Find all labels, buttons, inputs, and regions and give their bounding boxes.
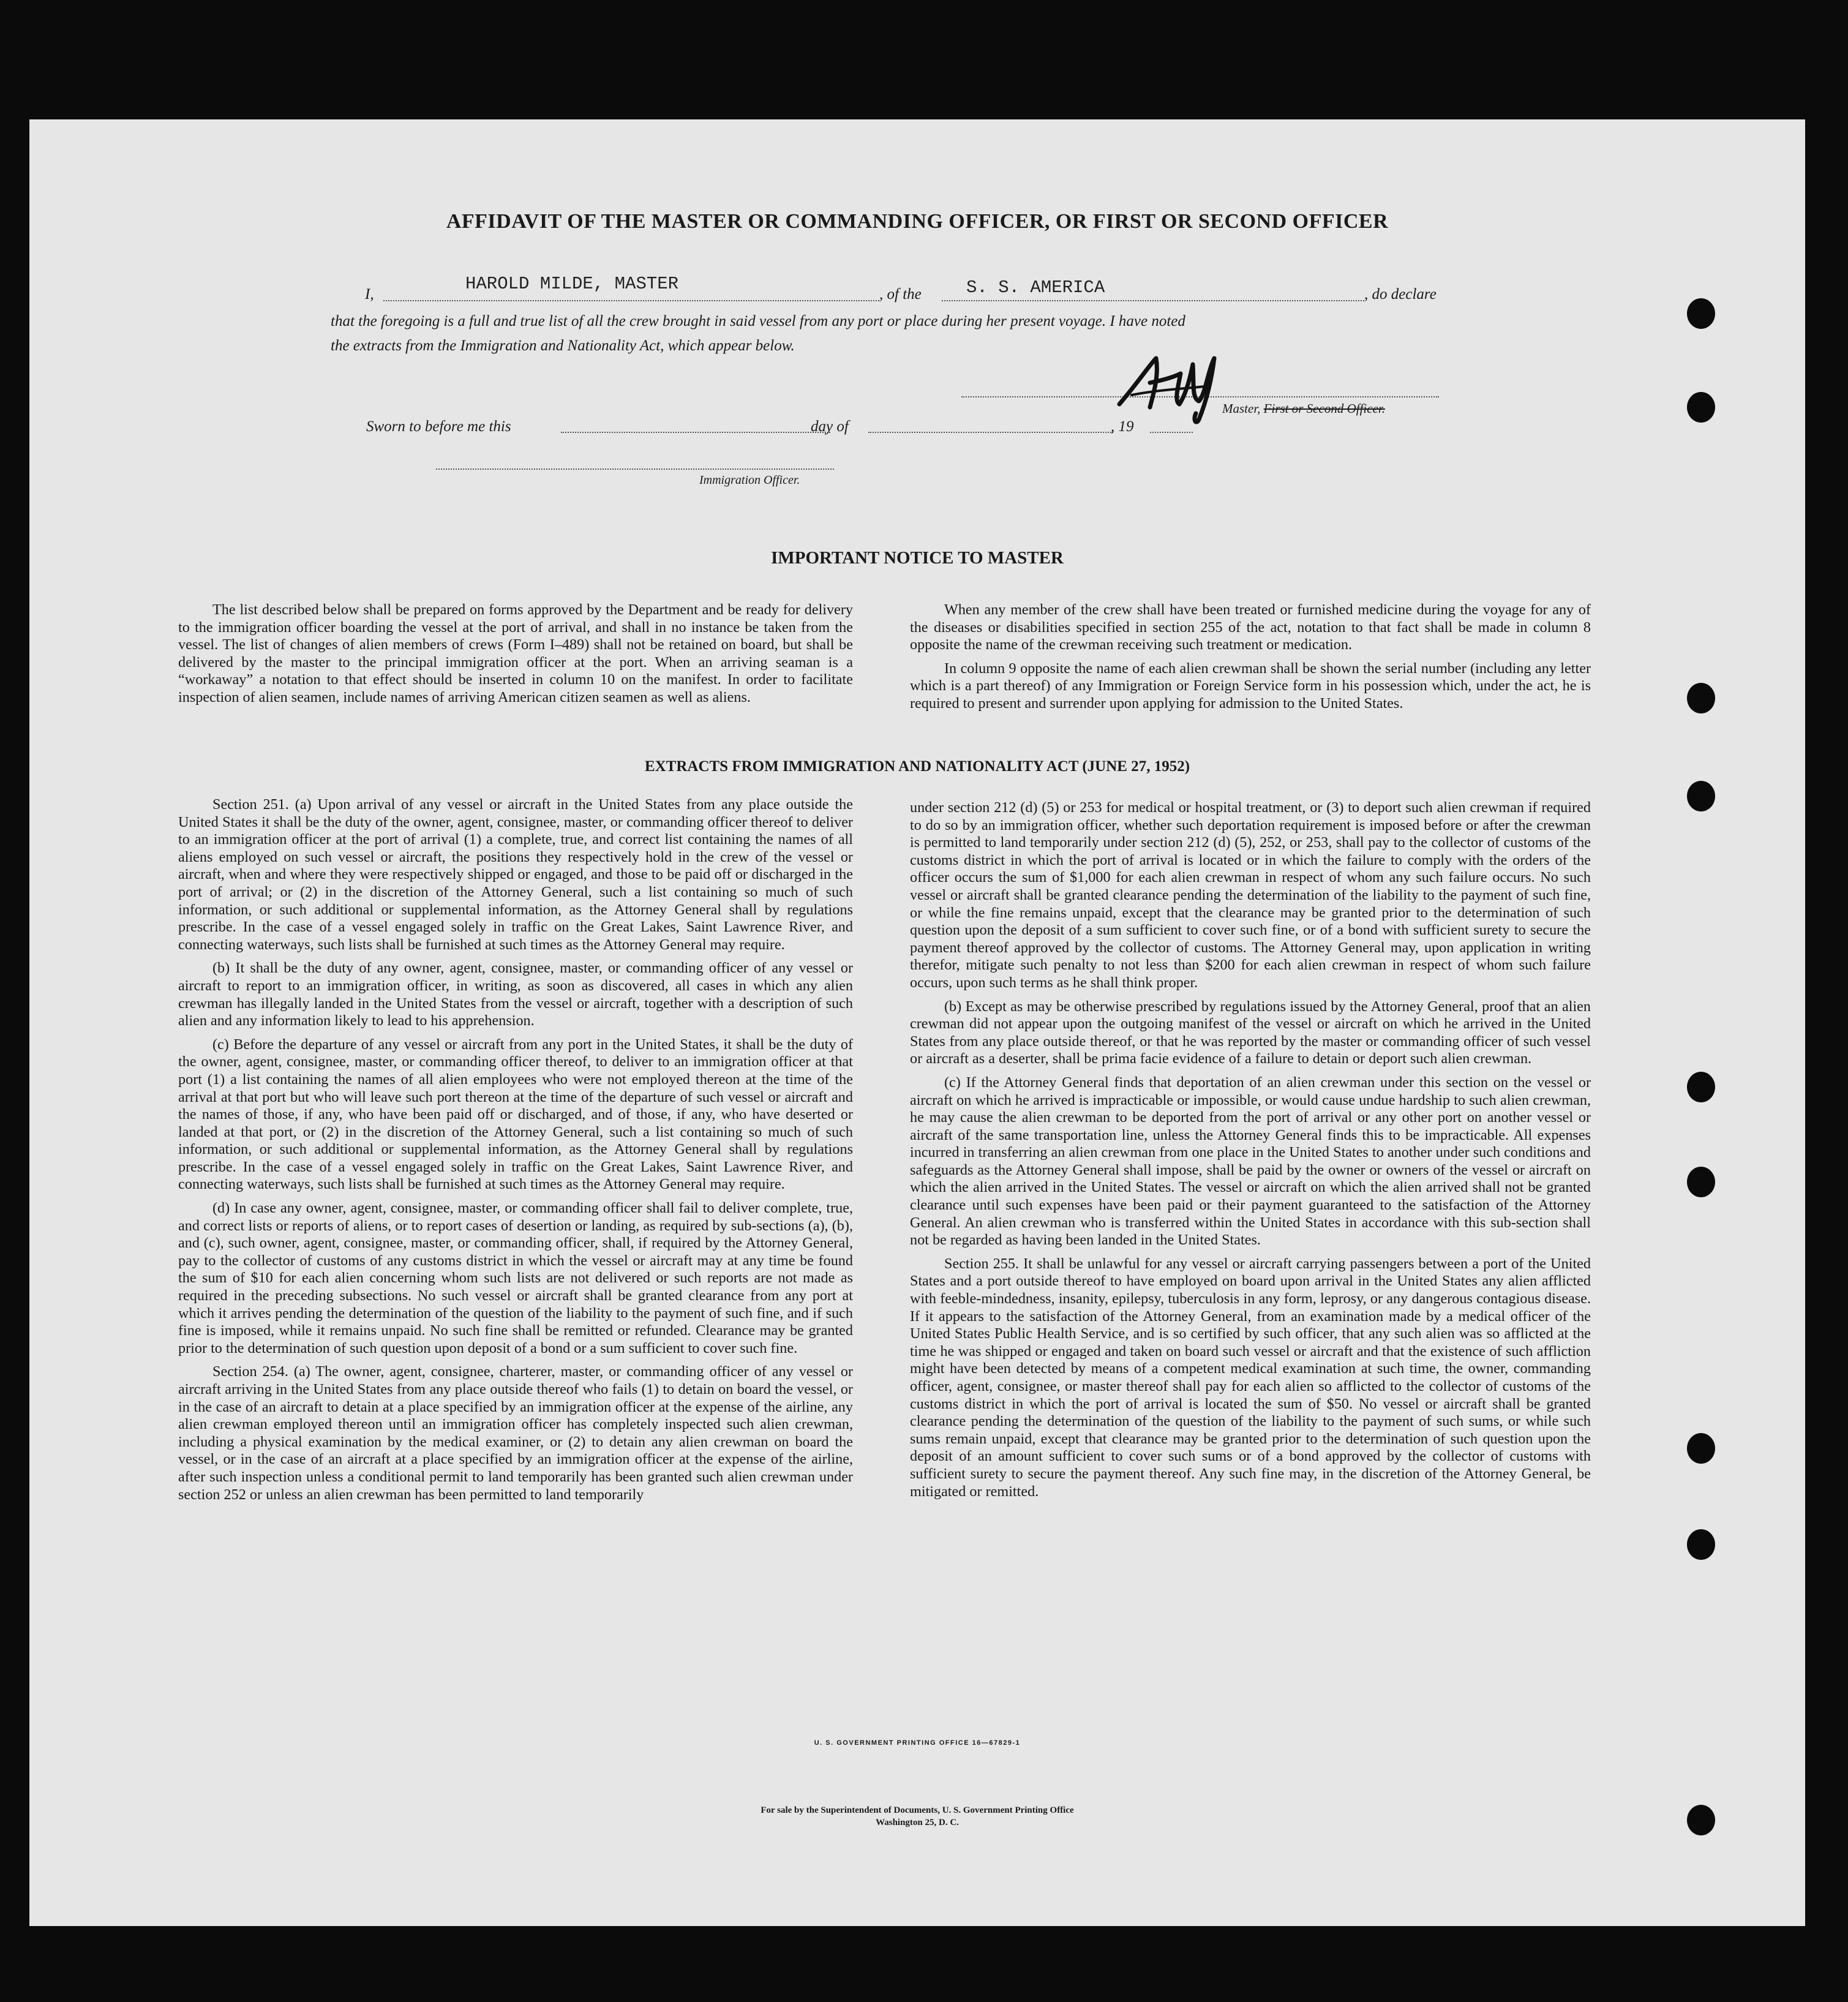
signature-caption-struck: First or Second Officer. <box>1263 401 1385 416</box>
section-251-b: (b) It shall be the duty of any owner, agent, consignee, master, or commanding officer of any vessel or aircraft to report to an immigration officer, in writing, as soon as discovered, all cases in which any alien crewman has illegally landed in the United States from the vessel or aircraft, together with a description of such alien and any information likely to lead to his apprehension. <box>178 960 853 1029</box>
binder-hole <box>1687 392 1715 423</box>
signature-caption-master: Master, <box>1222 401 1261 416</box>
binder-hole <box>1687 1433 1715 1464</box>
sale-line-2: Washington 25, D. C. <box>876 1818 959 1827</box>
notice-left-column <box>178 601 853 713</box>
section-254-c: (c) If the Attorney General finds that deportation of an alien crewman under this section on the vessel or aircraft on which he arrived is impracticable or impossible, or would cause undue hardship to such alien crewman, he may cause the alien crewman to be deported from the port of arrival or any other port on another vessel or aircraft of the same transportation line, unless the Attorney General finds this to be impracticable. All expenses incurred in transferring an alien crewman from one place in the United States to another under such conditions and safeguards as the Attorney General shall impose, shall be paid by the owner or owners of the vessel or aircraft on which the alien arrived in the United States. The vessel or aircraft on which the alien arrived shall not be granted clearance until such expenses have been paid or their payment guaranteed to the satisfaction of the Attorney General. An alien crewman who is transferred within the United States in accordance with this sub-section shall not be regarded as having been landed in the United States. <box>910 1074 1591 1249</box>
printing-office-line: U. S. GOVERNMENT PRINTING OFFICE 16—67829-1 <box>814 1739 1021 1747</box>
declarant-pronoun: I, <box>365 286 374 303</box>
sworn-day-line <box>561 432 830 433</box>
do-declare-label: , do declare <box>1364 286 1437 303</box>
declarant-name-line <box>383 300 879 301</box>
vessel-line <box>942 300 1364 301</box>
section-251-c: (c) Before the departure of any vessel or aircraft from any port in the United States, it shall be the duty of the owner, agent, consignee, master, or commanding officer thereof, to deliver to an immigration officer at that port (1) a list containing the names of all alien employees who were not employed thereon at the time of the arrival at that port but who will leave such port thereon at the time of the departure of such vessel or aircraft and the names of those, if any, who have been paid off or discharged, and of those, if any, who have deserted or landed at that port, or (2) in the discretion of the Attorney General, such a list containing so much of such information, or such additional or supplemental information, as the Attorney General shall by regulations prescribe. In the case of a vessel engaged solely in traffic on the Great Lakes, Saint Lawrence River, and connecting waterways, such lists shall be furnished at such times as the Attorney General may require. <box>178 1036 853 1193</box>
extracts-heading: EXTRACTS FROM IMMIGRATION AND NATIONALITY ACT (JUNE 27, 1952) <box>644 758 1190 775</box>
binder-hole <box>1687 1072 1715 1102</box>
section-255: Section 255. It shall be unlawful for any vessel or aircraft carrying passengers between a port of the United States and a port outside thereof to have employed on board upon arrival in the United States any alien afflicted with feeble-mindedness, insanity, epilepsy, tuberculosis in any form, leprosy, or any dangerous contagious disease. If it appears to the satisfaction of the Attorney General, from an examination made by a medical officer of the United States Public Health Service, and is so certified by such officer, that any such alien was so afflicted at the time he was shipped or engaged and taken on board such vessel or aircraft and that the existence of such affliction might have been detected by means of a competent medical examination at such time, the owner, commanding officer, agent, consignee, or master thereof shall pay for each alien so afflicted to the collector of customs of the customs district in which the port of arrival is located the sum of $50. No vessel or aircraft shall be granted clearance pending the determination of the question of the liability to the payment of such sums, or while such sums remain unpaid, except that clearance may be granted prior to the determination of such question upon the deposit of an amount sufficient to cover such sums or of a bond approved by the collector of customs with sufficient surety to secure the payment thereof. Any such fine may, in the discretion of the Attorney General, be mitigated or remitted. <box>910 1255 1591 1500</box>
section-254-a: Section 254. (a) The owner, agent, consignee, charterer, master, or commanding officer of any vessel or aircraft arriving in the United States from any place outside thereof who fails (1) to detain on board the vessel, or in the case of an aircraft to detain at a place specified by an immigration officer at the expense of the airline, any alien crewman employed thereon until an immigration officer has completely inspected such alien crewman, including a physical examination by the medical examiner, or (2) to detain any alien crewman on board the vessel, or in the case of an aircraft at a place specified by an immigration officer at the expense of the airline, after such inspection unless a conditional permit to land temporarily has been granted such alien crewman under section 252 or unless an alien crewman has been permitted to land temporarily <box>178 1363 853 1503</box>
sworn-label: Sworn to before me this <box>366 418 511 435</box>
sale-line-1: For sale by the Superintendent of Documents, U. S. Government Printing Office <box>761 1805 1074 1815</box>
extracts-left-column <box>178 796 853 1510</box>
binder-hole <box>1687 298 1715 329</box>
year-label: , 19 <box>1111 418 1134 435</box>
binder-hole <box>1687 1529 1715 1560</box>
day-of-label: day of <box>811 418 849 435</box>
section-254-a-continued: under section 212 (d) (5) or 253 for medical or hospital treatment, or (3) to deport such alien crewman if required to do so by an immigration officer, whether such deportation requirement is imposed before or after the crewman is permitted to land temporarily under section 212 (d) (5), 252, or 253, shall pay to the collector of customs of the customs district in which the port of arrival is located or in which the failure to comply with the orders of the officer occurs the sum of $1,000 for each alien crewman in respect of whom any such failure occurs. No such vessel or aircraft shall be granted clearance pending the determination of the liability to the payment of such fine, or while the fine remains unpaid, except that the clearance may be granted prior to the determination of such question upon the deposit of a sum sufficient to cover such fine, or of a bond with sufficient surety to secure the payment thereof approved by the collector of customs. The Attorney General may, upon application in writing therefor, mitigate such penalty to not less than $200 for each alien crewman in respect of whom such failure occurs, upon such terms as he shall think proper. <box>910 799 1591 991</box>
immigration-officer-caption: Immigration Officer. <box>699 473 800 487</box>
sworn-year-line <box>1150 432 1193 433</box>
notice-left-paragraph: The list described below shall be prepared on forms approved by the Department and be ready for delivery to the immigration officer boarding the vessel at the port of arrival, and shall in no instance be taken from the vessel. The list of changes of alien members of crews (Form I–489) shall not be retained on board, but shall be delivered by the master to the principal immigration officer at the port. When an arriving seaman is a “workaway” a notation to that effect should be inserted in column 10 on the manifest. In order to facilitate inspection of alien seamen, include names of arriving American citizen seamen as well as aliens. <box>178 601 853 706</box>
binder-hole <box>1687 781 1715 811</box>
of-the-label: , of the <box>879 286 922 303</box>
affidavit-title: AFFIDAVIT OF THE MASTER OR COMMANDING OFFICER, OR FIRST OR SECOND OFFICER <box>446 210 1389 233</box>
notice-right-paragraph-2: In column 9 opposite the name of each alien crewman shall be shown the serial number (including any letter which is a part thereof) of any Immigration or Foreign Service form in his possession which, under the act, he is required to present and surrender upon applying for admission to the United States. <box>910 660 1591 712</box>
extracts-right-column <box>910 799 1591 1507</box>
section-251-a: Section 251. (a) Upon arrival of any vessel or aircraft in the United States from any place outside the United States it shall be the duty of the owner, agent, consignee, master, or commanding officer thereof to deliver to an immigration officer at the port of arrival (1) a complete, true, and correct list containing the names of all aliens employed on such vessel or aircraft, the positions they respectively hold in the crew of the vessel or aircraft, when and where they were respectively shipped or engaged, and those to be paid off or discharged in the port of arrival; or (2) in the discretion of the Attorney General, such a list containing so much of such information, or such additional or supplemental information, as the Attorney General shall by regulations prescribe. In the case of a vessel engaged solely in traffic on the Great Lakes, Saint Lawrence River, and connecting waterways, such lists shall be furnished at such times as the Attorney General may require. <box>178 796 853 953</box>
notice-right-paragraph-1: When any member of the crew shall have been treated or furnished medicine during the voyage for any of the diseases or disabilities specified in section 255 of the act, notation to that fact shall be made in column 8 opposite the name of the crewman receiving such treatment or medication. <box>910 601 1591 653</box>
binder-hole <box>1687 683 1715 713</box>
signature-caption <box>1222 401 1385 416</box>
immigration-officer-line <box>436 469 834 470</box>
form-page <box>29 119 1805 1926</box>
statement-line-2: the extracts from the Immigration and Nationality Act, which appear below. <box>331 337 795 354</box>
section-251-d: (d) In case any owner, agent, consignee, master, or commanding officer shall fail to deliver complete, true, and correct lists or reports of aliens, or to report cases of desertion or landing, as required by sub-sections (a), (b), and (c), such owner, agent, consignee, master, or commanding officer, shall, if required by the Attorney General, pay to the collector of customs of any customs district in which the vessel or aircraft may at any time be found the sum of $10 for each alien concerning whom such lists are not delivered or such reports are not made as required in the preceding subsections. No such vessel or aircraft shall be granted clearance from any port at which it arrives pending the determination of the question of the liability to the payment of such fine, and if such fine is imposed, while it remains unpaid. No such fine shall be remitted or refunded. Clearance may be granted prior to the determination of such question upon deposit of a bond or a sum sufficient to cover such fine. <box>178 1200 853 1357</box>
sworn-month-line <box>868 432 1113 433</box>
statement-line-1: that the foregoing is a full and true list of all the crew brought in said vessel from any port or place during her present voyage. I have noted <box>331 313 1185 329</box>
notice-right-column <box>910 601 1591 719</box>
vessel-name: S. S. AMERICA <box>966 277 1105 298</box>
declarant-name: HAROLD MILDE, MASTER <box>465 274 679 294</box>
section-254-b: (b) Except as may be otherwise prescribed by regulations issued by the Attorney General, proof that an alien crewman did not appear upon the outgoing manifest of the vessel or aircraft on which he arrived in the United States from any place outside thereof, or that he was reported by the master or commanding officer of such vessel or aircraft as a deserter, shall be prima facie evidence of a failure to detain or deport such alien crewman. <box>910 998 1591 1067</box>
notice-heading: IMPORTANT NOTICE TO MASTER <box>771 548 1064 568</box>
binder-hole <box>1687 1167 1715 1197</box>
